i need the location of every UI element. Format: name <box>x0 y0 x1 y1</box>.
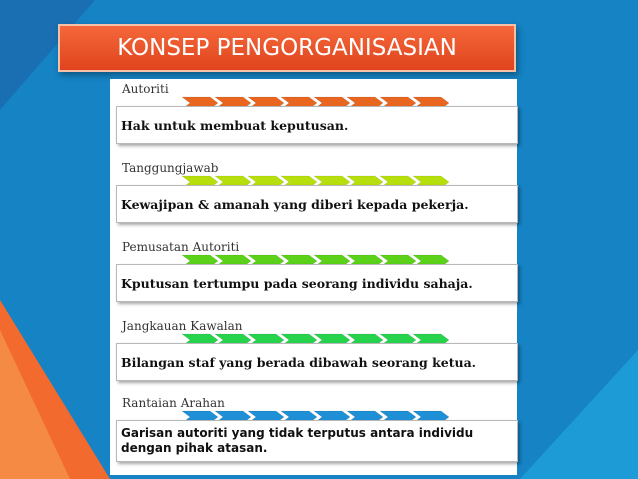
item-description-pemusatan-autoriti: Kputusan tertumpu pada seorang individu sahaja. <box>116 264 518 302</box>
item-label-pemusatan-autoriti: Pemusatan Autoriti <box>122 240 240 254</box>
page-title: KONSEP PENGORGANISASIAN <box>58 24 516 72</box>
item-label-jangkauan-kawalan: Jangkauan Kawalan <box>122 319 243 333</box>
item-description-jangkauan-kawalan: Bilangan staf yang berada dibawah seorang ketua. <box>116 343 518 381</box>
item-description-autoriti: Hak untuk membuat keputusan. <box>116 106 518 144</box>
item-label-tanggungjawab: Tanggungjawab <box>122 161 219 175</box>
item-description-rantaian-arahan: Garisan autoriti yang tidak terputus antara individu dengan pihak atasan. <box>116 420 518 462</box>
item-description-tanggungjawab: Kewajipan & amanah yang diberi kepada pekerja. <box>116 185 518 223</box>
item-label-autoriti: Autoriti <box>122 82 169 96</box>
item-label-rantaian-arahan: Rantaian Arahan <box>122 396 225 410</box>
